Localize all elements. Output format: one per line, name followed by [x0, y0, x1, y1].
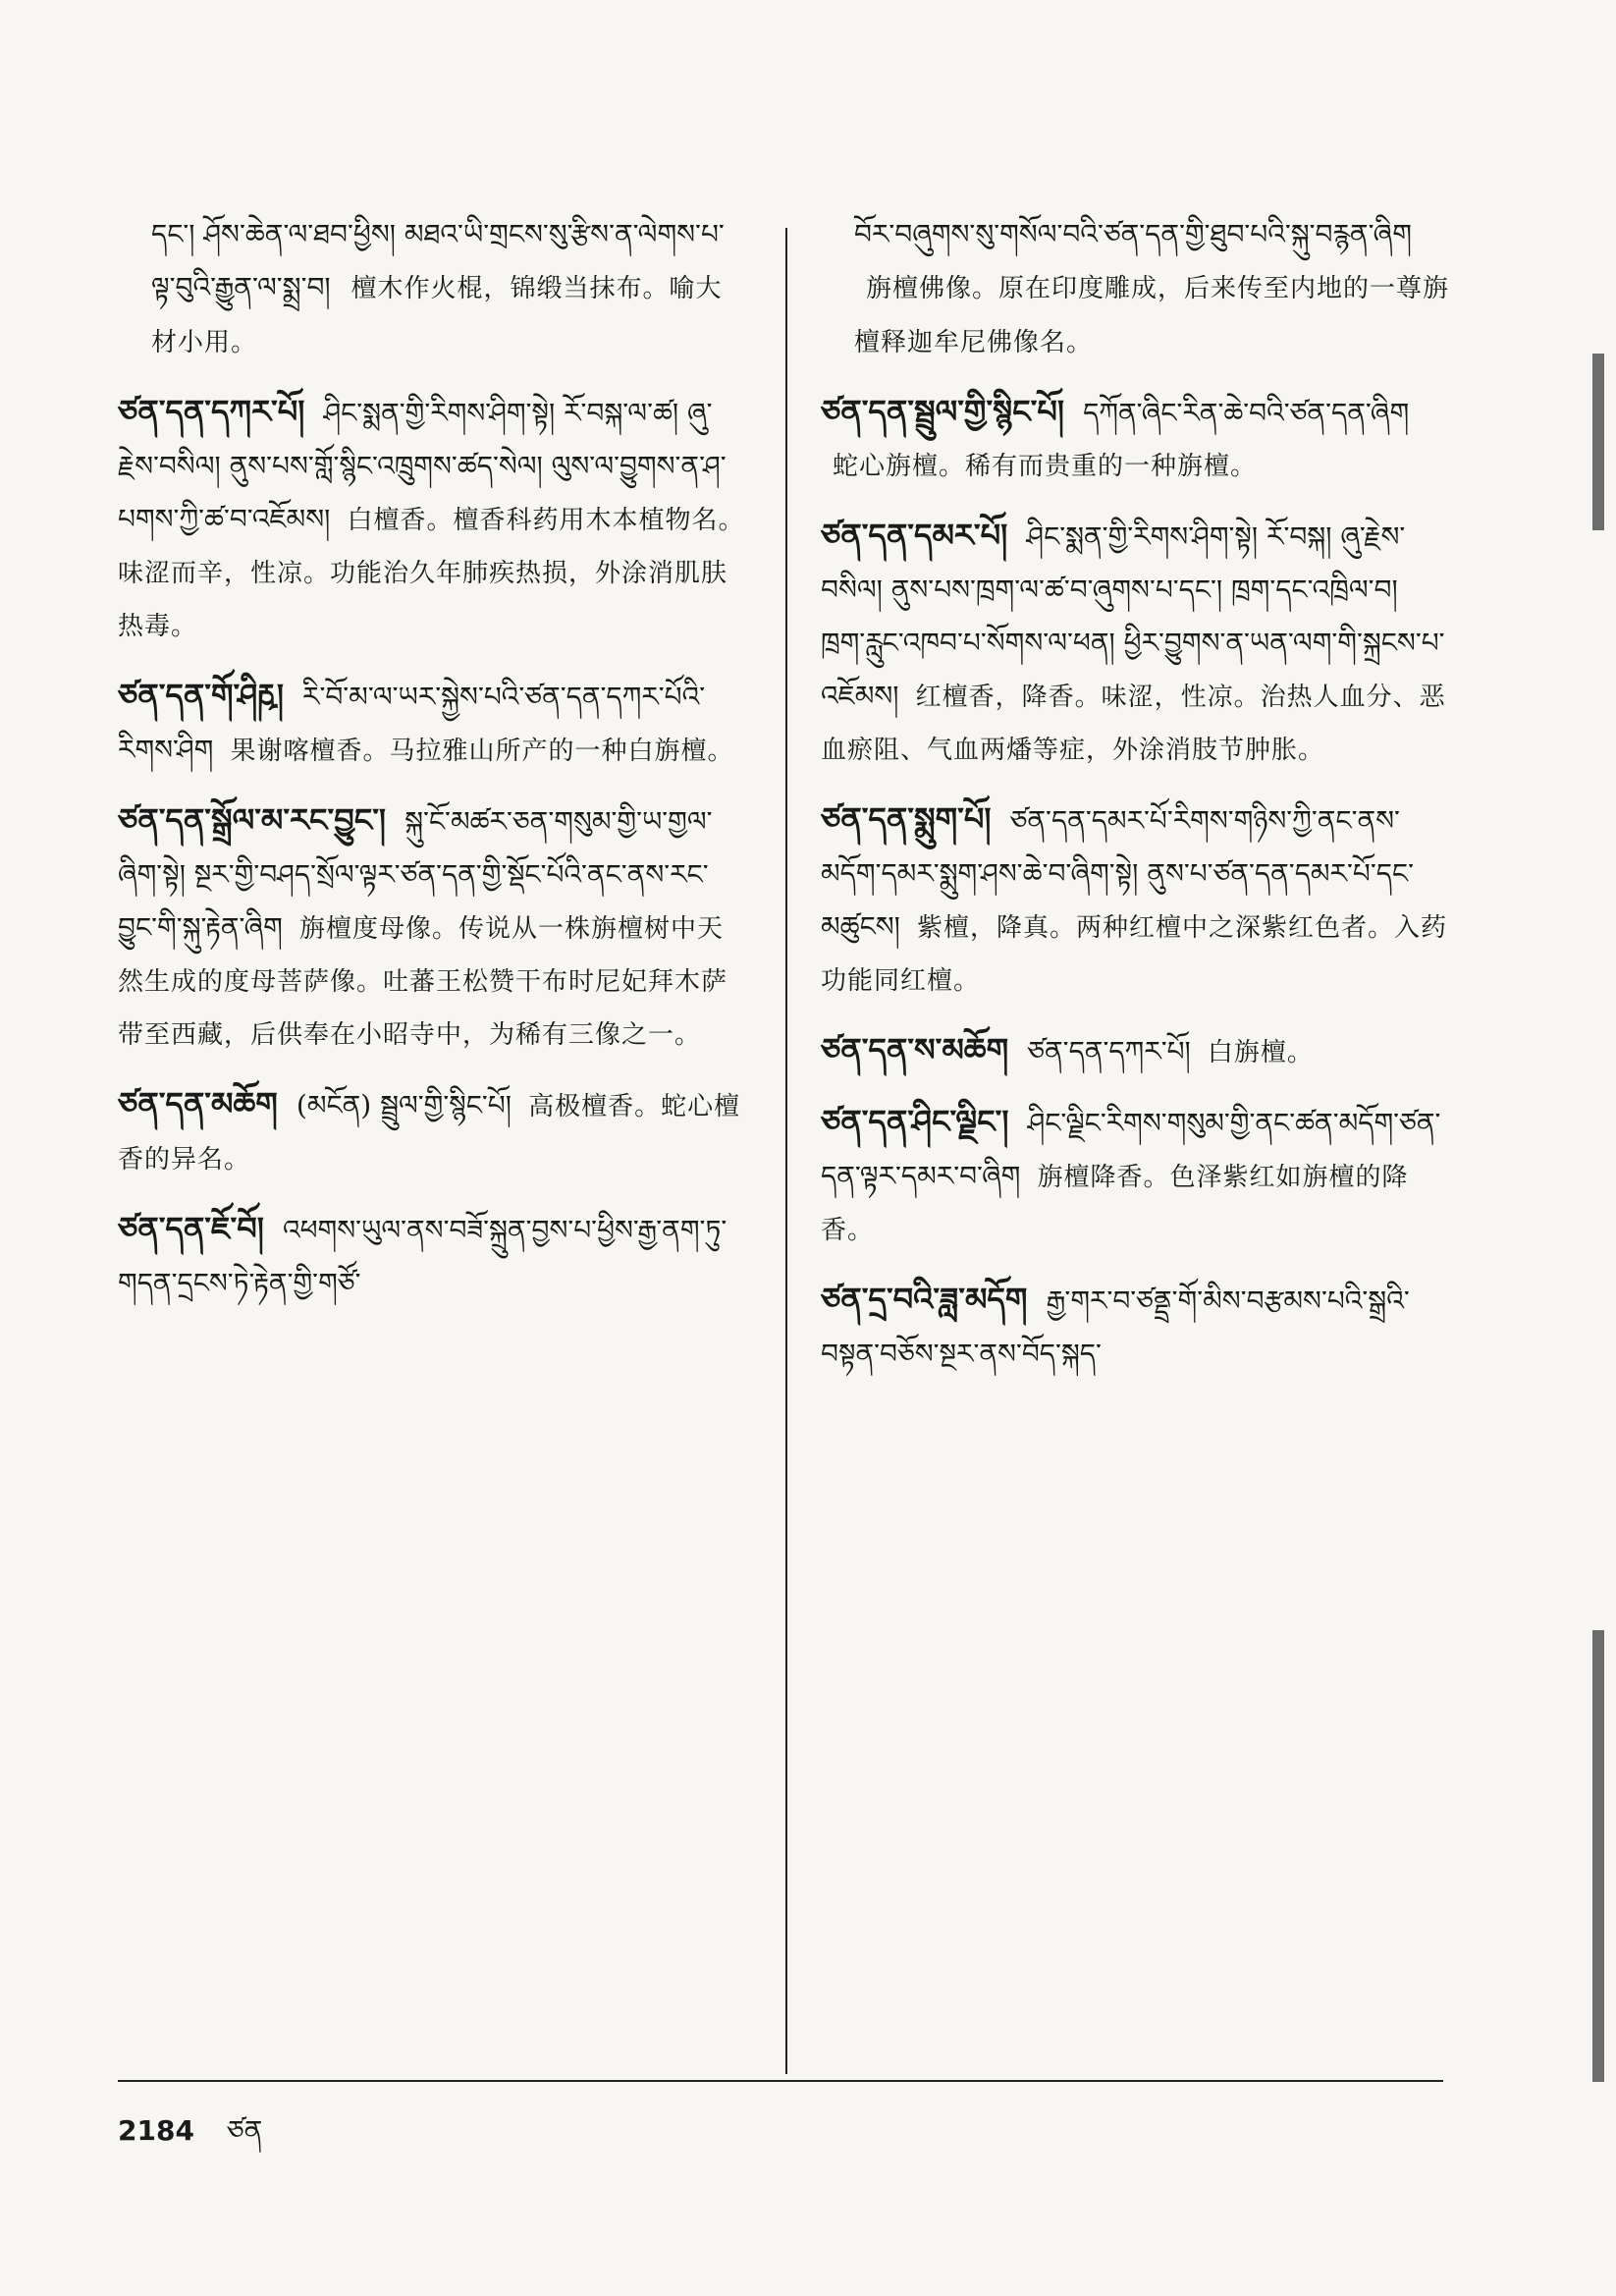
entry-tibetan-text: རྒྱ་གར་བ་ཙནྡྲ་གོ་མིས་བརྩམས་པའི་སྒྲའི་བསྟན་བཅོས་སྔར་ནས་བོད་སྐད་ — [821, 1285, 1410, 1370]
entry-tibetan-text: བོར་བཞུགས་སུ་གསོལ་བའི་ཙན་དན་གྱི་ཐུབ་པའི་སྐུ་བརྙན་ཞིག — [854, 218, 1412, 250]
entry-tibetan-text: རི་བོ་མ་ལ་ཡར་སྐྱེས་པའི་ཙན་དན་དཀར་པོའི་རིགས་ཤིག — [118, 681, 706, 766]
entry-chinese-text: 紫檀，降真。两种红檀中之深紫红色者。入药功能同红檀。 — [821, 913, 1447, 996]
entry-headword: ཙན་དན་མཆོག — [118, 1085, 278, 1122]
entry-headword: ཙན་དྲ་བའི་ཟླ་མདོག — [821, 1281, 1028, 1318]
dictionary-entry — [821, 1273, 1449, 1382]
entry-tibetan-text: ཤིང་ལྗིང་རིགས་གསུམ་གྱི་ནང་ཚན་མདོག་ཙན་དན་ལྟར་དམར་བ་ཞིག — [821, 1107, 1441, 1192]
entry-chinese-text: 旃檀度母像。传说从一株旃檀树中天然生成的度母菩萨像。吐蕃王松赞干布时尼妃拜木萨带至西藏，后供奉在小昭寺中，为稀有三像之一。 — [118, 914, 728, 1050]
entry-headword: ཙན་དན་གོ་ཤིརྵ། — [118, 677, 284, 714]
entry-chinese-text: 白檀香。檀香科药用木本植物名。味涩而辛，性凉。功能治久年肺疾热损，外涂消肌肤热毒。 — [118, 506, 745, 641]
entry-headword: ཙན་དན་སྒྲོལ་མ་རང་བྱུང་། — [118, 801, 387, 839]
entry-tibetan-text: དཀོན་ཞིང་རིན་ཆེ་བའི་ཙན་དན་ཞིག — [1083, 397, 1410, 429]
entry-tibetan-text: ཤིང་སྨན་གྱི་རིགས་ཤིག་སྟེ། རོ་བསྐ་ལ་ཚ། ཞུ་རྗེས་བསིལ། ནུས་པས་གློ་སྙིང་འཁྲུགས་ཚད་སེལ། ལུས་ལ་བྱུགས་ན་ཤ་པགས་ཀྱི་ཚ་བ་འཇོམས། — [118, 397, 727, 535]
dictionary-entry — [821, 793, 1449, 1008]
entry-tibetan-text: དང་། ཤོས་ཆེན་ལ་ཐབ་ཕྱིས། མཐའ་ཡི་གྲངས་སུ་རྩིས་ན་ལེགས་པ་ལྟ་བུའི་རྒྱུན་ལ་སྨྲ་བ། — [151, 218, 725, 303]
entry-headword: ཙན་དན་དཀར་པོ། — [118, 393, 305, 430]
entry-tibetan-text: ཤིང་སྨན་གྱི་རིགས་ཤིག་སྟེ། རོ་བསྐ། ཞུ་རྗེས་བསིལ། ནུས་པས་ཁྲག་ལ་ཚ་བ་ཞུགས་པ་དང་། ཁྲག་དང་འཁྲིལ་བ། ཁྲག་རླུང་འཁབ་པ་སོགས་ལ་ཕན། ཕྱིར་བྱུགས་ན་ཡན་ལག་གི་སྐྲངས་པ་འཇོམས། — [821, 520, 1445, 712]
entry-headword: ཙན་དན་སྦྲུལ་གྱི་སྙིང་པོ། — [821, 393, 1064, 430]
entry-chinese-text: 旃檀降香。色泽紫红如旃檀的降香。 — [821, 1163, 1409, 1245]
entry-chinese-text: 果谢喀檀香。马拉雅山所产的一种白旃檀。 — [230, 737, 734, 766]
dictionary-entry — [821, 509, 1449, 777]
dictionary-entry — [118, 669, 746, 778]
entry-headword: ཙན་དན་ས་མཆོག — [821, 1031, 1009, 1068]
entry-chinese-text: 檀木作火棍，锦缎当抹布。喻大材小用。 — [151, 274, 723, 357]
dictionary-entry — [821, 1023, 1449, 1079]
continued-entry — [118, 208, 746, 369]
dictionary-entry — [118, 793, 746, 1062]
dictionary-entry — [821, 385, 1449, 493]
entry-headword: ཙན་དན་ཇོ་བོ། — [118, 1210, 264, 1247]
entry-tibetan-text: (མངོན) སྦྲུལ་གྱི་སྙིང་པོ། — [296, 1089, 512, 1121]
entry-tibetan-text: ཙན་དན་དཀར་པོ། — [1027, 1035, 1191, 1067]
page-number: 2184 — [118, 2114, 194, 2147]
column-divider — [785, 228, 787, 2074]
dictionary-entry — [118, 1202, 746, 1311]
scan-edge-mark — [1592, 354, 1604, 530]
entry-tibetan-text: འཕགས་ཡུལ་ནས་བཟོ་སྐྲུན་བྱས་པ་ཕྱིས་རྒྱ་ནག་ཏུ་གདན་དྲངས་ཏེ་རྟེན་གྱི་གཙོ་ — [118, 1214, 727, 1299]
entry-headword: ཙན་དན་སྨུག་པོ། — [821, 800, 992, 838]
running-head: ཙན — [226, 2114, 263, 2147]
entry-headword: ཙན་དན་དམར་པོ། — [821, 517, 1008, 554]
entry-tibetan-text: སྐུ་ངོ་མཚར་ཅན་གསུམ་གྱི་ཡ་གྱལ་ཞིག་སྟེ། སྔར་གྱི་བཤད་སྲོལ་ལྟར་ཙན་དན་གྱི་སྡོང་པོའི་ནང་ནས་རང་བྱུང་གི་སྐུ་རྟེན་ཞིག — [118, 805, 713, 944]
right-column — [821, 208, 1449, 1397]
entry-tibetan-text: ཙན་དན་དམར་པོ་རིགས་གཉིས་ཀྱི་ནང་ནས་མདོག་དམར་སྨུག་ཤས་ཆེ་བ་ཞིག་སྟེ། ནུས་པ་ཙན་དན་དམར་པོ་དང་མཚུངས། — [821, 804, 1414, 943]
entry-chinese-text: 高极檀香。蛇心檀香的异名。 — [118, 1092, 741, 1175]
entry-chinese-text: 白旃檀。 — [1207, 1038, 1314, 1067]
dictionary-entry — [118, 1077, 746, 1186]
entry-chinese-text: 蛇心旃檀。稀有而贵重的一种旃檀。 — [833, 452, 1258, 481]
entry-chinese-text: 旃檀佛像。原在印度雕成，后来传至内地的一尊旃檀释迦牟尼佛像名。 — [854, 274, 1450, 357]
dictionary-entry — [821, 1095, 1449, 1257]
entry-chinese-text: 红檀香，降香。味涩，性凉。治热人血分、恶血瘀阻、气血两燔等症，外涂消肢节肿胀。 — [821, 683, 1446, 765]
dictionary-entry — [118, 385, 746, 653]
scan-edge-mark — [1592, 1630, 1604, 2082]
continued-entry — [821, 208, 1449, 369]
footer-rule — [118, 2080, 1443, 2082]
entry-headword: ཙན་དན་ཤིང་ལྗིང་། — [821, 1103, 1009, 1140]
page-footer — [118, 2100, 262, 2177]
left-column — [118, 208, 746, 1327]
